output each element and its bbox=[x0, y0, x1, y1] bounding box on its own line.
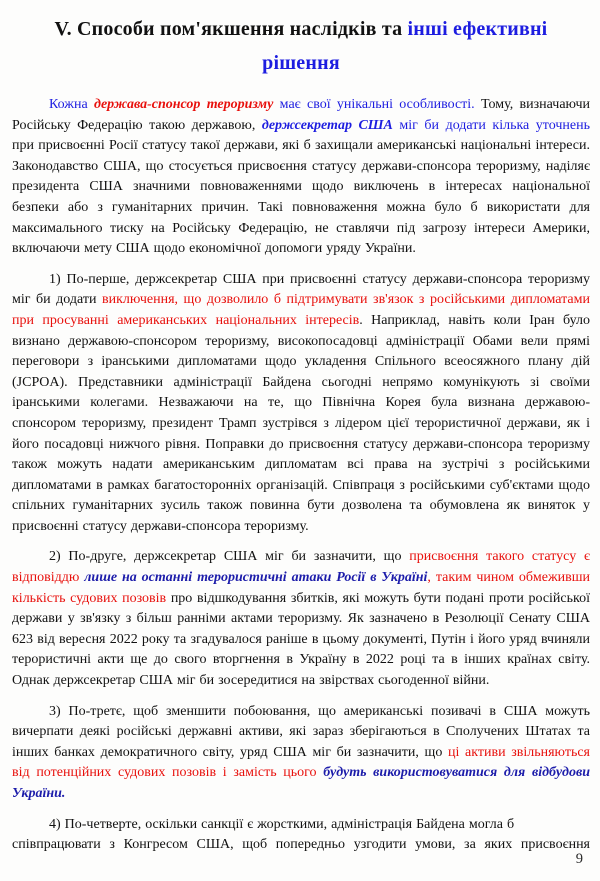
text-run: лише на останні терористичні атаки Росії в Україні bbox=[84, 570, 428, 586]
text-run: ці активи звільняються від потенційних судових позовів і замість цього bbox=[12, 744, 590, 781]
text-run: . Наприклад, навіть коли Іран було визнано державою-спонсором тероризму, високопосадовці адміністрації Обами вели прямі переговори з іранськими дипломатами щодо укладення Спільного всеосяжного плану дій (JCPOA). Представники адміністрації Байдена сьогодні непрямо комунікують зі своїми іранськими колегами. Незважаючи на те, що Північна Корея була визнана державою-спонсором тероризму, президент Трамп зустрівся з лідером цієї терористичної держави, як і його посадовці нижчого рівня. Поправки до присвоєння статусу держави-спонсора тероризму також можуть надати американським дипломатам всі права на зустрічі з російськими дипломатами в рамках багатосторонніх організацій. Співпраця з російськими суб'єктами щодо спільних гуманітарних зусиль також повинна бути дозволена та обумовлена як виняток у присвоєнні статусу держави-спонсора тероризму. bbox=[12, 312, 591, 534]
page-title bbox=[34, 12, 568, 80]
text-run: має свої унікальні особливості. bbox=[273, 97, 475, 112]
text-run: 1) По-перше, держсекретар США при присвоєнні статусу держави-спонсора тероризму міг би додати bbox=[12, 271, 590, 308]
text-run: Тому, визначаючи Російську Федерацію такою державою, bbox=[12, 97, 590, 133]
document-body bbox=[12, 95, 590, 856]
title-run: V. Способи пом'якшення наслідків та bbox=[54, 18, 408, 40]
page-number: 9 bbox=[575, 851, 583, 867]
text-run: Кожна bbox=[49, 97, 94, 112]
text-run: 2) По-друге, держсекретар США міг би зазначити, що bbox=[49, 549, 410, 565]
text-run: при присвоєнні Росії статусу такої держави, які б захищали американські національні інтереси. Законодавство США, що стосується присвоєння статусу держави-спонсора тероризму, наділяє президента США значними повноваженнями щодо виключень в інтересах національної безпеки або з гуманітарних причин. Такі повноваження можна було б використати для максимального тиску на Російську Федерацію, не ставлячи під загрозу інтереси Америки, включаючи мету США щодо економічної допомоги уряду України. bbox=[12, 138, 590, 257]
paragraph bbox=[12, 835, 590, 856]
text-run: 3) По-третє, щоб зменшити побоювання, що американські позивачі в США можуть вичерпати деякі російські державні активи, які зараз зберігаються в Сполучених Штатах та інших банках демократичного світу, уряд США міг би зазначити, що bbox=[12, 703, 590, 760]
title-run-highlight: інші ефективні рішення bbox=[262, 18, 548, 74]
paragraph bbox=[12, 95, 590, 260]
text-run: виключення, що дозволило б підтримувати зв'язок з російськими дипломатами при просуванні американських національних інтересів bbox=[12, 292, 591, 328]
text-run: 4) По-четверте, оскільки санкції є жорсткими, адміністрація Байдена могла б bbox=[49, 816, 515, 832]
text-run: держсекретар США bbox=[261, 117, 393, 133]
paragraph bbox=[12, 547, 590, 691]
paragraph bbox=[12, 270, 590, 538]
text-run: будуть використовуватися для відбудови України. bbox=[12, 765, 590, 801]
text-run: міг би додати кілька уточнень bbox=[392, 117, 590, 133]
text-run: , таким чином обмеживши кількість судових позовів bbox=[12, 570, 591, 606]
text-run: присвоєння такого статусу є відповіддю bbox=[12, 549, 590, 586]
text-run: співпрацювати з Конгресом США, щоб попередньо узгодити умови, за яких присвоєння bbox=[12, 837, 590, 853]
paragraph bbox=[12, 702, 590, 805]
paragraph bbox=[12, 815, 590, 836]
text-run: держава-спонсор тероризму bbox=[94, 97, 274, 112]
text-run: про відшкодування збитків, які можуть бути подані проти російської держави у зв'язку з більш ранніми актами тероризму. Як зазначено в Резолюції Сенату США 623 від вересня 2022 року та згадувалося раніше в цьому документі, Путін і його уряд вчиняли терористичні акти ще до свого вторгнення в Україну в 2022 році та в інших країнах світу. Однак держсекретар США міг би зосередитися на звірствах сьогоденної війни. bbox=[12, 590, 590, 689]
